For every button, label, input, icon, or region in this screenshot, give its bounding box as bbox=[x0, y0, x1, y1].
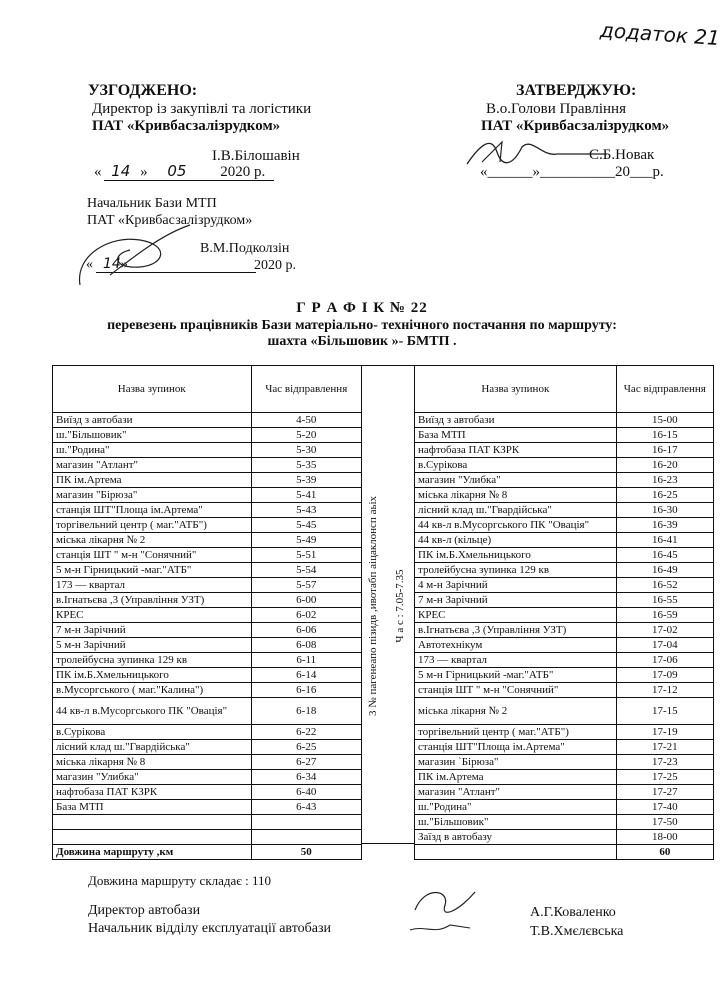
table-row bbox=[415, 830, 714, 845]
table-row bbox=[53, 830, 362, 845]
table-row bbox=[53, 593, 362, 608]
table-row bbox=[53, 770, 362, 785]
departure-time: 16-17 bbox=[616, 443, 713, 458]
departure-time: 16-23 bbox=[616, 473, 713, 488]
departure-time: 17-23 bbox=[616, 755, 713, 770]
table-row bbox=[415, 815, 714, 830]
stop-name: торгівельний центр ( маг."АТБ") bbox=[415, 725, 617, 740]
departure-time: 16-25 bbox=[616, 488, 713, 503]
stop-name: тролейбусна зупинка 129 кв bbox=[53, 653, 252, 668]
col-header-stop: Назва зупинок bbox=[53, 366, 252, 413]
table-row bbox=[415, 623, 714, 638]
mtp-line2: ПАТ «Кривбасзалізрудком» bbox=[87, 213, 253, 228]
departure-time: 6-02 bbox=[251, 608, 362, 623]
stop-name: 173 — квартал bbox=[415, 653, 617, 668]
table-row bbox=[415, 458, 714, 473]
table-row bbox=[53, 653, 362, 668]
table-row bbox=[415, 683, 714, 698]
schedule-table-right bbox=[414, 365, 714, 860]
departure-time: 16-45 bbox=[616, 548, 713, 563]
table-row bbox=[53, 698, 362, 725]
departure-time: 16-59 bbox=[616, 608, 713, 623]
stop-name: ПК ім.Артема bbox=[53, 473, 252, 488]
departure-time: 5-51 bbox=[251, 548, 362, 563]
departure-time: 5-49 bbox=[251, 533, 362, 548]
stop-name: ПК ім.Б.Хмельницького bbox=[53, 668, 252, 683]
table-row bbox=[53, 638, 362, 653]
stop-name: Виїзд з автобази bbox=[53, 413, 252, 428]
departure-time: 5-20 bbox=[251, 428, 362, 443]
departure-time: 17-25 bbox=[616, 770, 713, 785]
departure-time: 6-08 bbox=[251, 638, 362, 653]
table-row bbox=[415, 785, 714, 800]
table-row bbox=[53, 755, 362, 770]
departure-time: 16-39 bbox=[616, 518, 713, 533]
table-row bbox=[53, 488, 362, 503]
stop-name: станція ШТ"Площа ім.Артема" bbox=[415, 740, 617, 755]
stop-name: База МТП bbox=[53, 800, 252, 815]
departure-time: 6-22 bbox=[251, 725, 362, 740]
departure-time: 16-15 bbox=[616, 428, 713, 443]
stop-name: 5 м-н Зарічний bbox=[53, 638, 252, 653]
table-row bbox=[415, 533, 714, 548]
table-row bbox=[53, 785, 362, 800]
table-row bbox=[415, 578, 714, 593]
table-row bbox=[53, 725, 362, 740]
stop-name: торгівельний центр ( маг."АТБ") bbox=[53, 518, 252, 533]
table-row bbox=[415, 563, 714, 578]
table-row bbox=[53, 668, 362, 683]
stop-name: 173 — квартал bbox=[53, 578, 252, 593]
stop-name: магазин "Атлант" bbox=[53, 458, 252, 473]
stop-name: в.Ігнатьєва ,3 (Управління УЗТ) bbox=[415, 623, 617, 638]
stop-name: нафтобаза ПАТ КЗРК bbox=[53, 785, 252, 800]
total-row bbox=[415, 845, 714, 860]
table-row bbox=[53, 458, 362, 473]
stop-name: 7 м-н Зарічний bbox=[53, 623, 252, 638]
table-row bbox=[415, 593, 714, 608]
stop-name: 44 кв-л в.Мусоргського ПК "Овація" bbox=[415, 518, 617, 533]
stop-name: ш."Більшовик" bbox=[53, 428, 252, 443]
table-row bbox=[415, 503, 714, 518]
table-row bbox=[415, 740, 714, 755]
departure-time: 5-54 bbox=[251, 563, 362, 578]
stop-name: ПК ім.Артема bbox=[415, 770, 617, 785]
stop-name: 5 м-н Гірницький -маг."АТБ" bbox=[53, 563, 252, 578]
stop-name bbox=[53, 815, 252, 830]
middle-note: 3 № пагенеапо пізидв ,ивотабп аіцаклонсп аьіх bbox=[367, 495, 379, 717]
mtp-date-year: 2020 р. bbox=[254, 258, 296, 273]
stop-name: міська лікарня № 2 bbox=[415, 698, 617, 725]
stop-name: 4 м-н Зарічний bbox=[415, 578, 617, 593]
table-row bbox=[415, 413, 714, 428]
table-row bbox=[415, 653, 714, 668]
stop-name: магазин "Улибка" bbox=[53, 770, 252, 785]
footer-role-2: Начальник відділу експлуатації автобази bbox=[88, 921, 331, 936]
schedule-subtitle: перевезень працівників Бази матеріально- технічного постачання по маршруту: bbox=[107, 318, 617, 333]
middle-time: Ч а с : 7.05-7.35 bbox=[394, 569, 406, 643]
departure-time: 5-35 bbox=[251, 458, 362, 473]
approval-left-line1: Директор із закупівлі та логістики bbox=[92, 101, 312, 117]
stop-name: ПК ім.Б.Хмельницького bbox=[415, 548, 617, 563]
table-row bbox=[415, 698, 714, 725]
schedule-table-left bbox=[52, 365, 362, 860]
table-row bbox=[53, 428, 362, 443]
departure-time: 18-00 bbox=[616, 830, 713, 845]
stop-name: міська лікарня № 8 bbox=[53, 755, 252, 770]
total-row bbox=[53, 845, 362, 860]
mtp-line1: Начальник Бази МТП bbox=[87, 196, 217, 211]
stop-name: КРЕС bbox=[415, 608, 617, 623]
departure-time: 5-43 bbox=[251, 503, 362, 518]
mtp-date: « 14» bbox=[86, 256, 128, 272]
departure-time: 5-30 bbox=[251, 443, 362, 458]
stop-name: магазин "Улибка" bbox=[415, 473, 617, 488]
stop-name: в.Мусоргського ( маг."Калина") bbox=[53, 683, 252, 698]
footer-name-2: Т.В.Хмєлєвська bbox=[530, 924, 624, 939]
stop-name: ш."Родина" bbox=[415, 800, 617, 815]
table-row bbox=[53, 518, 362, 533]
stop-name: в.Сурікова bbox=[415, 458, 617, 473]
departure-time: 6-18 bbox=[251, 698, 362, 725]
approval-left-date bbox=[94, 163, 265, 181]
col-header-time-right: Час відправлення bbox=[616, 366, 713, 413]
stop-name: станція ШТ " м-н "Сонячний" bbox=[415, 683, 617, 698]
table-row bbox=[415, 548, 714, 563]
table-row bbox=[53, 740, 362, 755]
departure-time: 17-06 bbox=[616, 653, 713, 668]
departure-time: 17-02 bbox=[616, 623, 713, 638]
departure-time: 5-41 bbox=[251, 488, 362, 503]
table-row bbox=[53, 533, 362, 548]
departure-time: 6-40 bbox=[251, 785, 362, 800]
departure-time: 17-19 bbox=[616, 725, 713, 740]
approval-right-line1: В.о.Голови Правління bbox=[486, 101, 626, 117]
departure-time bbox=[251, 815, 362, 830]
departure-time: 16-30 bbox=[616, 503, 713, 518]
departure-time: 5-57 bbox=[251, 578, 362, 593]
date-underline-left bbox=[104, 180, 274, 181]
table-row bbox=[53, 548, 362, 563]
table-row bbox=[53, 800, 362, 815]
departure-time: 6-34 bbox=[251, 770, 362, 785]
stop-name: міська лікарня № 8 bbox=[415, 488, 617, 503]
approval-left-name: І.В.Білошавін bbox=[212, 148, 300, 164]
table-row bbox=[53, 608, 362, 623]
stop-name: станція ШТ"Площа ім.Артема" bbox=[53, 503, 252, 518]
date-month: 05 bbox=[167, 162, 187, 180]
departure-time: 6-27 bbox=[251, 755, 362, 770]
stop-name: 7 м-н Зарічний bbox=[415, 593, 617, 608]
approval-heading-left: УЗГОДЖЕНО: bbox=[88, 82, 198, 99]
approval-right-name: С.Б.Новак bbox=[589, 147, 655, 163]
date-close-quote: » bbox=[140, 164, 148, 180]
col-header-stop-right: Назва зупинок bbox=[415, 366, 617, 413]
stop-name: в.Ігнатьєва ,3 (Управління УЗТ) bbox=[53, 593, 252, 608]
signature-mtp bbox=[70, 205, 210, 295]
footer-role-1: Директор автобази bbox=[88, 903, 201, 918]
departure-time: 5-45 bbox=[251, 518, 362, 533]
stop-name: Автотехнікум bbox=[415, 638, 617, 653]
approval-heading-right: ЗАТВЕРДЖУЮ: bbox=[516, 82, 637, 99]
col-header-time: Час відправлення bbox=[251, 366, 362, 413]
table-row bbox=[415, 638, 714, 653]
departure-time: 17-27 bbox=[616, 785, 713, 800]
departure-time: 6-16 bbox=[251, 683, 362, 698]
table-row bbox=[415, 725, 714, 740]
stop-name: КРЕС bbox=[53, 608, 252, 623]
date-year: 2020 р. bbox=[220, 164, 266, 180]
departure-time: 6-14 bbox=[251, 668, 362, 683]
departure-time: 6-06 bbox=[251, 623, 362, 638]
departure-time bbox=[251, 830, 362, 845]
footer-name-1: А.Г.Коваленко bbox=[530, 905, 616, 920]
route-length-note: Довжина маршруту складає : 110 bbox=[88, 873, 271, 888]
table-row bbox=[415, 443, 714, 458]
table-row bbox=[53, 413, 362, 428]
stop-name: магазин `Бірюза" bbox=[415, 755, 617, 770]
stop-name: лісний клад ш."Гвардійська" bbox=[53, 740, 252, 755]
departure-time: 16-49 bbox=[616, 563, 713, 578]
departure-time: 4-50 bbox=[251, 413, 362, 428]
departure-time: 16-20 bbox=[616, 458, 713, 473]
departure-time: 17-15 bbox=[616, 698, 713, 725]
stop-name: ш."Більшовик" bbox=[415, 815, 617, 830]
stop-name: магазин "Бірюза" bbox=[53, 488, 252, 503]
total-label: Довжина маршруту ,км bbox=[53, 845, 252, 860]
departure-time: 17-12 bbox=[616, 683, 713, 698]
table-row bbox=[53, 443, 362, 458]
table-row bbox=[53, 578, 362, 593]
schedule-title: Г Р А Ф І К № 22 bbox=[296, 300, 428, 316]
stop-name bbox=[53, 830, 252, 845]
table-row bbox=[415, 518, 714, 533]
table-row bbox=[53, 503, 362, 518]
departure-time: 17-04 bbox=[616, 638, 713, 653]
departure-time: 17-21 bbox=[616, 740, 713, 755]
schedule-route: шахта «Більшовик »- БМТП . bbox=[267, 334, 457, 349]
stop-name: Заїзд в автобазу bbox=[415, 830, 617, 845]
total-value: 50 bbox=[251, 845, 362, 860]
approval-right-line2: ПАТ «Кривбасзалізрудком» bbox=[481, 118, 670, 134]
departure-time: 5-39 bbox=[251, 473, 362, 488]
stop-name: База МТП bbox=[415, 428, 617, 443]
departure-time: 6-25 bbox=[251, 740, 362, 755]
table-row bbox=[53, 623, 362, 638]
stop-name: магазин "Атлант" bbox=[415, 785, 617, 800]
departure-time: 17-40 bbox=[616, 800, 713, 815]
date-day: 14 bbox=[111, 162, 131, 180]
total-label bbox=[415, 845, 617, 860]
table-row bbox=[415, 770, 714, 785]
stop-name: станція ШТ " м-н "Сонячний" bbox=[53, 548, 252, 563]
stop-name: 5 м-н Гірницький -маг."АТБ" bbox=[415, 668, 617, 683]
stop-name: тролейбусна зупинка 129 кв bbox=[415, 563, 617, 578]
table-row bbox=[415, 488, 714, 503]
stop-name: міська лікарня № 2 bbox=[53, 533, 252, 548]
stop-name: Виїзд з автобази bbox=[415, 413, 617, 428]
date-open-quote: « bbox=[94, 164, 102, 180]
stop-name: 44 кв-л (кільце) bbox=[415, 533, 617, 548]
table-row bbox=[53, 563, 362, 578]
stop-name: нафтобаза ПАТ КЗРК bbox=[415, 443, 617, 458]
departure-time: 17-50 bbox=[616, 815, 713, 830]
table-row bbox=[415, 755, 714, 770]
departure-time: 16-52 bbox=[616, 578, 713, 593]
departure-time: 16-55 bbox=[616, 593, 713, 608]
signature-footer bbox=[405, 880, 485, 940]
departure-time: 6-00 bbox=[251, 593, 362, 608]
total-value: 60 bbox=[616, 845, 713, 860]
mtp-date-day: 14 bbox=[103, 256, 121, 272]
table-row bbox=[53, 473, 362, 488]
table-row bbox=[53, 683, 362, 698]
stop-name: лісний клад ш."Гвардійська" bbox=[415, 503, 617, 518]
stop-name: ш."Родина" bbox=[53, 443, 252, 458]
departure-time: 17-09 bbox=[616, 668, 713, 683]
mtp-name: В.М.Подколзін bbox=[200, 241, 290, 256]
table-row bbox=[415, 428, 714, 443]
departure-time: 6-11 bbox=[251, 653, 362, 668]
stop-name: в.Сурікова bbox=[53, 725, 252, 740]
table-row bbox=[415, 473, 714, 488]
table-row bbox=[415, 800, 714, 815]
departure-time: 16-41 bbox=[616, 533, 713, 548]
approval-left-line2: ПАТ «Кривбасзалізрудком» bbox=[92, 118, 281, 134]
table-row bbox=[415, 668, 714, 683]
stop-name: 44 кв-л в.Мусоргського ПК "Овація" bbox=[53, 698, 252, 725]
departure-time: 15-00 bbox=[616, 413, 713, 428]
signature-right bbox=[462, 132, 612, 172]
departure-time: 6-43 bbox=[251, 800, 362, 815]
table-row bbox=[53, 815, 362, 830]
table-row bbox=[415, 608, 714, 623]
approval-right-date: «______»__________20___р. bbox=[480, 164, 664, 180]
corner-handwritten-note: додаток 21 bbox=[599, 17, 721, 51]
